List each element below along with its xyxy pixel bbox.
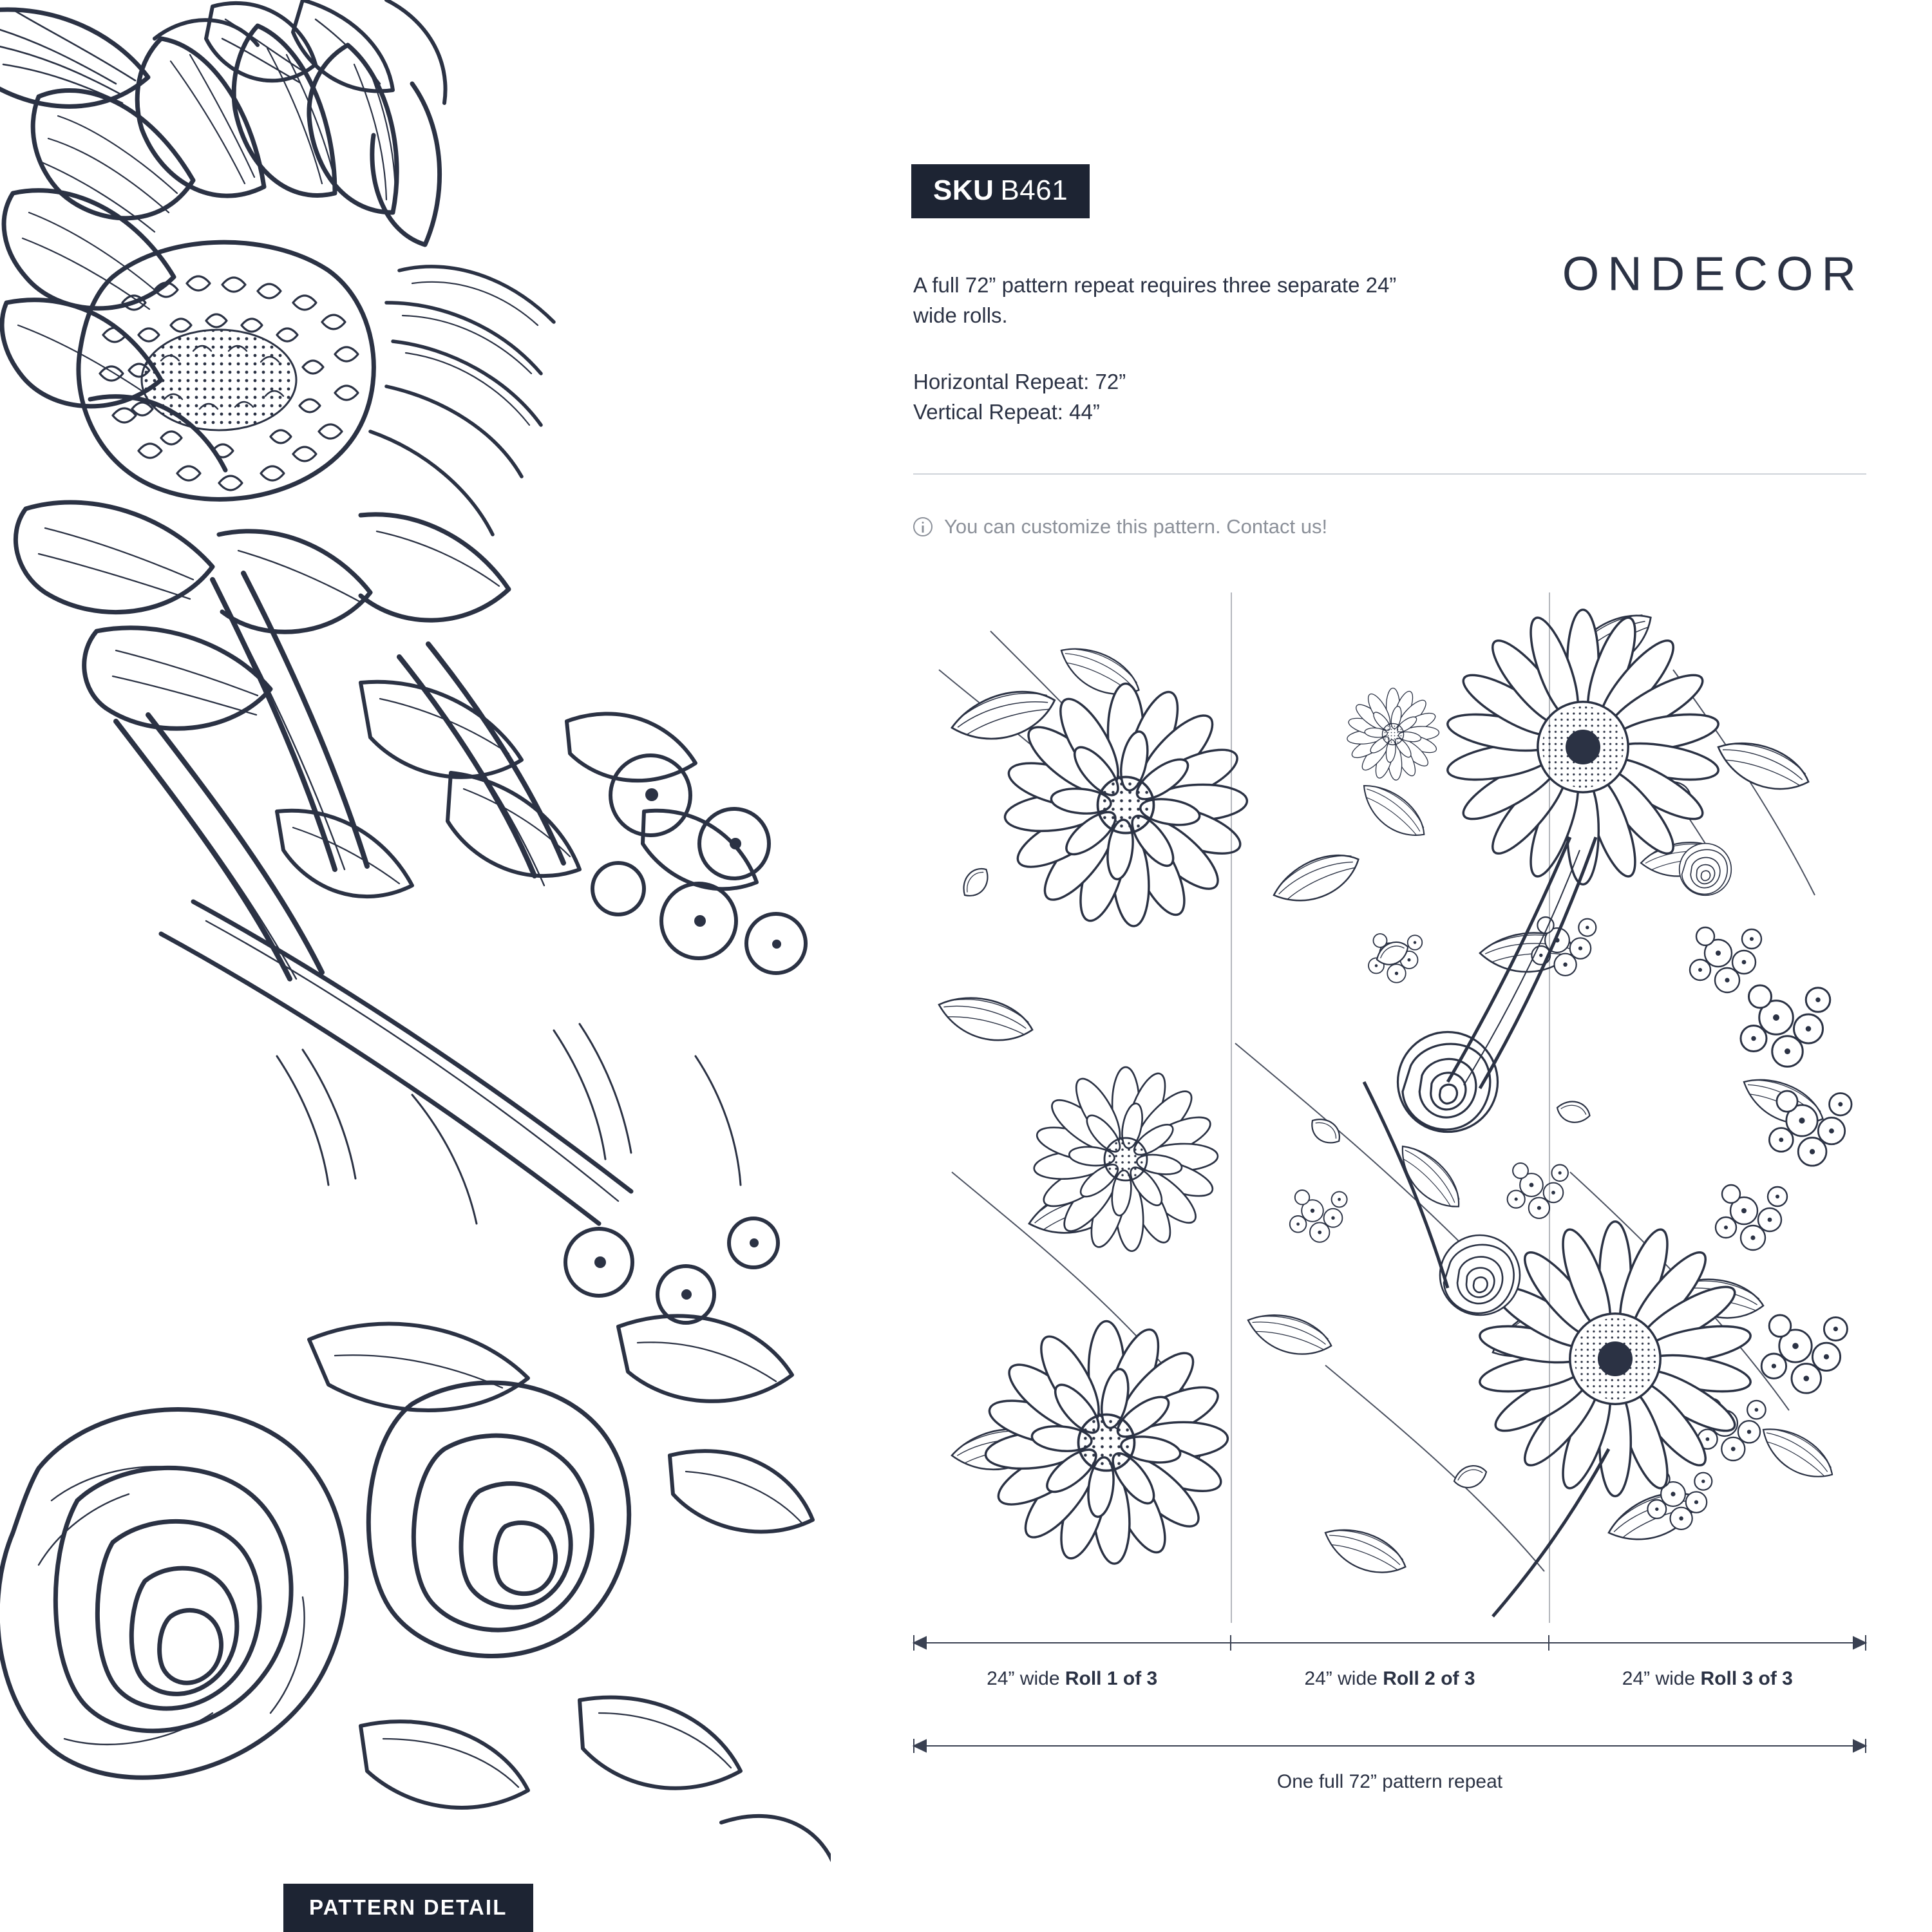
info-circle-icon — [913, 517, 933, 536]
spec-column — [831, 0, 1932, 1932]
pattern-detail-panel — [0, 0, 831, 1932]
customize-note-text: You can customize this pattern. Contact us! — [944, 515, 1328, 538]
roll-measure-bar — [913, 1642, 1866, 1643]
section-divider — [913, 473, 1866, 475]
roll-1-width: 24” wide — [987, 1668, 1060, 1689]
roll-divider-2 — [1549, 592, 1550, 1623]
roll-label-1 — [913, 1668, 1231, 1690]
brand-logo: ONDECOR — [1562, 247, 1864, 301]
roll-3-width: 24” wide — [1622, 1668, 1696, 1689]
roll-label-2 — [1231, 1668, 1548, 1690]
repeat-description: A full 72” pattern repeat requires three separate 24” wide rolls. — [913, 273, 1397, 327]
roll-2-name: Roll 2 of 3 — [1383, 1668, 1475, 1689]
repeat-measurements — [913, 367, 1403, 428]
pattern-swatch-illustration — [913, 592, 1866, 1623]
pattern-detail-badge: PATTERN DETAIL — [283, 1884, 533, 1932]
roll-1-name: Roll 1 of 3 — [1065, 1668, 1158, 1689]
roll-divider-1 — [1231, 592, 1232, 1623]
roll-2-width: 24” wide — [1304, 1668, 1378, 1689]
customize-note[interactable] — [913, 515, 1327, 538]
roll-3-name: Roll 3 of 3 — [1700, 1668, 1793, 1689]
full-repeat-measure-bar — [913, 1745, 1866, 1747]
vertical-repeat: Vertical Repeat: 44” — [913, 399, 1100, 424]
roll-labels — [913, 1668, 1866, 1690]
sku-value: B461 — [1000, 175, 1068, 206]
pattern-detail-illustration — [0, 0, 831, 1932]
roll-label-3 — [1549, 1668, 1866, 1690]
sku-label: SKU — [933, 175, 994, 206]
full-repeat-caption: One full 72” pattern repeat — [1276, 1771, 1503, 1792]
pattern-swatch-preview — [913, 592, 1866, 1623]
sku-badge — [911, 164, 1090, 218]
horizontal-repeat: Horizontal Repeat: 72” — [913, 370, 1126, 393]
